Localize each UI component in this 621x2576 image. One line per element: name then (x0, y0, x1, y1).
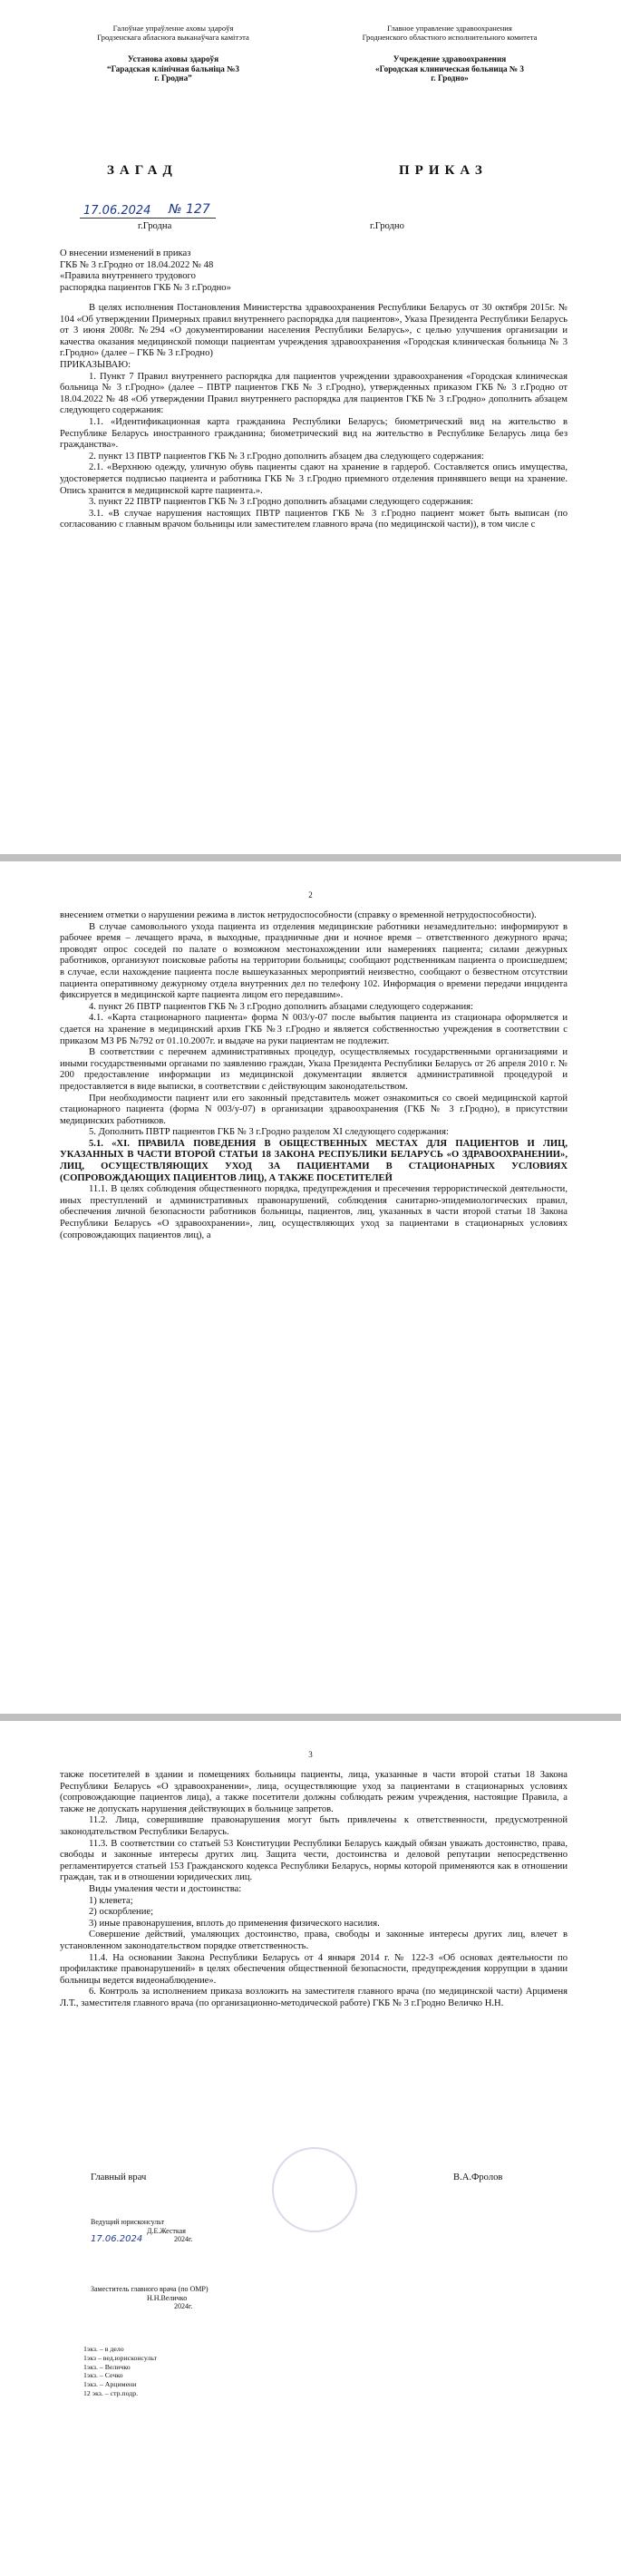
institution-name-by (60, 54, 286, 83)
subject-block (60, 248, 568, 294)
item-11-4: 11.4. На основании Закона Республики Беларусь от 4 января 2014 г. № 122-З «Об основах деятельности по профилактике правонарушений» в целях обеспечения общественной безопасности, предупреждения коррупции в здании больницы ведется видеонаблюдение». (60, 1952, 568, 1986)
ministry-line-1: Галоўнае упраўленне аховы здароўя (112, 24, 234, 33)
item-11-1: 11.1. В целях соблюдения общественного порядка, предупреждения и пресечения террористической деятельности, иных преступлений и административных правонарушений, соблюдения санитарно-эпидемиологических правил, обеспечения личной безопасности работников больницы, пациентов, лиц, указанных в части второй статьи 18 Закона Республики Беларусь «О здравоохранении», лиц, осуществляющих уход за пациентами в стационарных условиях (сопровождающих пациентов лиц), а (60, 1184, 568, 1240)
distribution-item: 1экз. – Величко (83, 2362, 131, 2371)
dignity-type-3: 3) иные правонарушения, вплоть до применения физического насилия. (89, 1918, 380, 1929)
distribution-item: 1экз. – Арцимени (83, 2380, 137, 2389)
item-3-1-continued: внесением отметки о нарушении режима в листок нетрудоспособности (справку о временной нетрудоспособности). (60, 910, 537, 920)
date-number-line (80, 218, 216, 219)
approval-legal-position: Ведущий юрисконсульт (91, 2218, 165, 2226)
letterhead-belarusian (60, 24, 286, 83)
item-6: 6. Контроль за исполнением приказа возложить на заместителя главного врача (по медицинской части) Арцименя Л.Т., заместителя главного врача (по организационно-методической работе) ГКБ № 3 г.Гродно Величко Н.Н. (60, 1987, 568, 2008)
letterhead-russian (332, 24, 568, 83)
institution-line-3: г. Гродна” (154, 73, 192, 83)
page1-body (60, 303, 568, 531)
liability-paragraph: Совершение действий, умаляющих достоинство, права, свободы и законные интересы других лиц, влечет в установленном законодательством порядке ответственность. (60, 1930, 568, 1951)
page-number: 3 (308, 1750, 313, 1759)
document-page-2 (0, 861, 621, 1714)
page3-body (60, 1770, 568, 2009)
approval-legal-name: Д.Е.Жесткая (147, 2226, 186, 2235)
item-1: 1. Пункт 7 Правил внутреннего распорядка для пациентов учреждении здравоохранения «Городская клиническая больница № 3 г.Гродно» (далее – ПВТР пациентов ГКБ № 3 г.Гродно), утвержденных приказом ГКБ № 3 г.Гродно от 18.04.2022 № 48 «Об утверждении Правил внутреннего распорядка для пациентов ГКБ № 3 г.Гродно» дополнить абзацем следующего содержания: (60, 371, 568, 416)
distribution-list (83, 2345, 157, 2398)
distribution-item: 12 экз. – стр.подр. (83, 2388, 139, 2397)
item-11-2: 11.2. Лица, совершившие правонарушения могут быть привлечены к ответственности, предусмотренной законодательством Республики Беларусь. (60, 1815, 568, 1837)
card-review-paragraph: При необходимости пациент или его законный представитель может ознакомиться со своей медицинской картой стационарного пациента (форма N 003/у-07) в организации здравоохранения (ГКБ № 3 г.Гродно), в присутствии медицинских работников. (60, 1093, 568, 1126)
order-keyword: ПРИКАЗЫВАЮ: (60, 359, 131, 370)
approval-deputy-name: Н.Н.Величко (147, 2293, 188, 2302)
page2-body (60, 910, 568, 1241)
ministry-line-1-ru: Главное управление здравоохранения (387, 24, 512, 33)
document-page-3 (0, 1721, 621, 2576)
institution-ru-line-3: г. Гродно» (431, 73, 469, 83)
subject-line-1: О внесении изменений в приказ (60, 248, 191, 258)
approval-deputy-position: Заместитель главного врача (по ОМР) (91, 2285, 209, 2293)
ministry-line-2: Гродзенскага абласнога выканаўчага камітэта (97, 33, 249, 42)
title-zagad: ЗАГАД (107, 163, 178, 178)
section-xi-heading: 5.1. «XI. ПРАВИЛА ПОВЕДЕНИЯ В ОБЩЕСТВЕННЫХ МЕСТАХ ДЛЯ ПАЦИЕНТОВ И ЛИЦ, УКАЗАННЫХ В ЧАСТИ ВТОРОЙ СТАТЬИ 18 ЗАКОНА РЕСПУБЛИКИ БЕЛАРУСЬ «О ЗДРАВООХРАНЕНИИ», ЛИЦ, ОСУЩЕСТВЛЯЮЩИХ УХОД ЗА ПАЦИЕНТАМИ В СТАЦИОНАРНЫХ УСЛОВИЯХ (СОПРОВОЖДАЮЩИХ ПАЦИЕНТОВ ЛИЦ), А ТАКЖЕ ПОСЕТИТЕЛЕЙ (60, 1138, 568, 1183)
approval-legal-signature: 17.06.2024 (91, 2234, 143, 2244)
city-by: г.Гродна (138, 221, 172, 231)
item-2-1: 2.1. «Верхнюю одежду, уличную обувь пациенты сдают на хранение в гардероб. Составляется опись имущества, удостоверяется подписью пациента и работника ГКБ № 3 г.Гродно приемного отделения принявшего вещи на хранение. Опись хранится в медицинской карте пациента.». (60, 462, 568, 496)
dignity-type-1: 1) клевета; (89, 1895, 133, 1906)
document-page-1 (0, 0, 621, 854)
institution-ru-line-1: Учреждение здравоохранения (393, 54, 507, 63)
subject-line-4: распорядка пациентов ГКБ № 3 г.Гродно» (60, 282, 231, 293)
dignity-type-2: 2) оскорбление; (89, 1907, 154, 1918)
institution-ru-line-2: «Городская клиническая больница № 3 (374, 63, 525, 73)
distribution-item: 1экз. – Сечко (83, 2371, 123, 2380)
handwritten-number: № 127 (169, 202, 210, 217)
handwritten-date: 17.06.2024 (83, 204, 151, 218)
item-11-1-continued: также посетителей в здании и помещениях больницы пациенты, лица, указанные в части второй статьи 18 Закона Республики Беларусь «О здравоохранении», лица, осуществляющие уход за пациентами в стационарных условиях (сопровождающие пациентов лица), а также посетители должны соблюдать режим учреждения, настоящие Правила, а также не допускать нарушения действующих в больнице запретов. (60, 1770, 568, 1814)
item-3-1: 3.1. «В случае нарушения настоящих ПВТР пациентов ГКБ № 3 г.Гродно пациент может быть выписан (по согласованию с главным врачом больницы или заместителем главного врача (по медицинской части)), в том числе с (60, 508, 568, 530)
signature-title: Главный врач (91, 2173, 147, 2182)
admin-procedures-paragraph: В соответствии с перечнем административных процедур, осуществляемых государственными организациями и иными государственными органами по заявлению граждан, Указа Президента Республики Беларусь от 26 апреля 2010 г. № 200 предоставление информации из медицинской документации является административной процедурой и предоставляется в виде выписки, в соответствии с действующим законодательством. (60, 1047, 568, 1092)
institution-name-ru (332, 54, 568, 83)
city-ru: г.Гродно (370, 221, 404, 231)
institution-line-2: “Гарадская клінічная бальніца №3 (107, 63, 239, 73)
item-4: 4. пункт 26 ПВТР пациентов ГКБ № 3 г.Гродно дополнить абзацами следующего содержания: (89, 1001, 473, 1012)
approval-legal-date: 2024г. (174, 2235, 193, 2243)
ministry-line-2-ru: Гродненского областного исполнительного комитета (362, 33, 538, 42)
dignity-types-heading: Виды умаления чести и достоинства: (89, 1883, 242, 1894)
approval-deputy-date: 2024г. (174, 2302, 193, 2310)
title-prikaz: ПРИКАЗ (399, 163, 488, 178)
stamp-mark (272, 2147, 357, 2232)
item-11-3: 11.3. В соответствии со статьей 53 Конституции Республики Беларусь каждый обязан уважать достоинство, права, свободы и законные интересы других лиц. Защита чести, достоинства и деловой репутации непосредственно регламентируется статьей 153 Гражданского кодекса Республики Беларусь, нормы которой применяются как в отношении граждан, так и в отношении юридических лиц. (60, 1838, 568, 1883)
item-2: 2. пункт 13 ПВТР пациентов ГКБ № 3 г.Гродно дополнить абзацем два следующего содержания: (89, 451, 484, 462)
approval-deputy (91, 2285, 208, 2311)
item-4-1: 4.1. «Карта стационарного пациента» форма N 003/у-07 после выбытия пациента из стационара оформляется и сдается на хранение в медицинский архив ГКБ №3 г.Гродно и является собственностью учреждения в соответствии с приказом МЗ РБ №792 от 01.10.2007г. и выдаче на руки пациентам не подлежит. (60, 1013, 568, 1046)
signature-name: В.А.Фролов (453, 2173, 503, 2182)
item-5: 5. Дополнить ПВТР пациентов ГКБ № 3 г.Гродно разделом XI следующего содержания: (89, 1127, 449, 1138)
letterhead (60, 24, 568, 83)
item-1-1: 1.1. «Идентификационная карта гражданина Республики Беларусь; биометрический вид на жительство в Республике Беларусь иностранного гражданина; биометрический вид на жительство в Республике Беларусь лица без гражданства». (60, 416, 568, 451)
item-3: 3. пункт 22 ПВТР пациентов ГКБ № 3 г.Гродно дополнить абзацами следующего содержания: (89, 497, 473, 508)
page-number: 2 (308, 890, 313, 899)
preamble-paragraph: В целях исполнения Постановления Министерства здравоохранения Республики Беларусь от 30 октября 2015г. № 104 «Об утверждении Примерных правил внутреннего распорядка для пациентов», Указа Президента Республики Беларусь от 3 июня 2008г. №294 «О документировании населения Республики Беларусь», с целью улучшения организации и качества оказания медицинской помощи пациентам учреждения здравоохранения «Городская клиническая больница № 3 г.Гродно» (далее – ГКБ № 3 г.Гродно) (60, 303, 568, 359)
distribution-item: 1экз. – в дело (83, 2345, 124, 2353)
subject-line-2: ГКБ № 3 г.Гродно от 18.04.2022 № 48 (60, 259, 214, 270)
self-departure-paragraph: В случае самовольного ухода пациента из отделения медицинские работники незамедлительно: информируют в рабочее время – лечащего врача, в выходные, праздничные дни и ночное время – ответственного дежурного врача; проводят опрос соседей по палате о возможном местонахождении или намерениях пациента; силами дежурных работников, организуют поисковые работы на территории больницы; сообщают родственникам пациента о происшедшем; в случае, если нахождение пациента после вышеуказанных мероприятий неизвестно, сообщают о безвестном отсутствии пациента оперативному дежурному отдела внутренних дел по телефону 102. Информация о времени передачи инцидента фиксируется в медицинской карте пациента лицом его передавшим». (60, 921, 568, 1001)
institution-line-1: Установа аховы здароўя (127, 54, 219, 63)
distribution-item: 1экз – вед.юрисконсульт (83, 2353, 158, 2362)
subject-line-3: «Правила внутреннего трудового (60, 271, 196, 282)
